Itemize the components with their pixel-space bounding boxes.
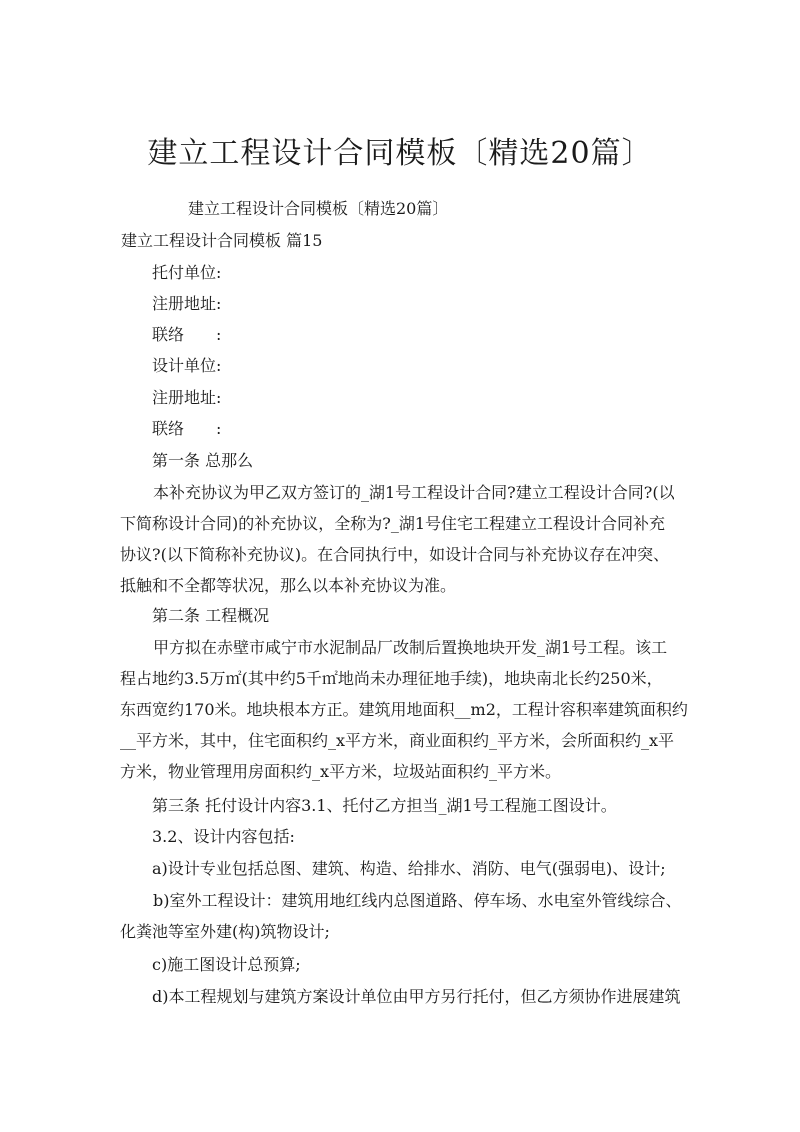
document-title: 建立工程设计合同模板〔精选20篇〕 <box>147 136 653 171</box>
field-client-contact: 联络 : <box>152 325 222 344</box>
article-2-line: 甲方拟在赤壁市咸宁市水泥制品厂改制后置换地块开发_湖1号工程。该工 <box>153 638 668 657</box>
article-3-title: 第三条 托付设计内容3.1、托付乙方担当_湖1号工程施工图设计。 <box>152 796 617 815</box>
field-client-unit: 托付单位: <box>152 263 222 282</box>
article-2-body <box>120 632 688 787</box>
article-1-line: 协议?(以下简称补充协议)。在合同执行中，如设计合同与补充协议存在冲突、 <box>120 545 670 564</box>
item-a: a)设计专业包括总图、建筑、构造、给排水、消防、电气(强弱电)、设计; <box>152 859 666 878</box>
item-d: d)本工程规划与建筑方案设计单位由甲方另行托付，但乙方须协作进展建筑 <box>152 987 681 1006</box>
article-2-line: 程占地约3.5万㎡(其中约5千㎡地尚未办理征地手续)，地块南北长约250米， <box>120 669 663 688</box>
article-1-line: 下简称设计合同)的补充协议，全称为?_湖1号住宅工程建立工程设计合同补充 <box>120 514 666 533</box>
document-subtitle: 建立工程设计合同模板〔精选20篇〕 <box>188 199 449 218</box>
field-design-address: 注册地址: <box>152 388 222 407</box>
article-1-body <box>120 477 685 601</box>
article-2-line: __平方米，其中，住宅面积约_x平方米，商业面积约_平方米，会所面积约_x平 <box>120 731 675 750</box>
field-design-unit: 设计单位: <box>152 356 222 375</box>
item-3-2: 3.2、设计内容包括: <box>152 827 295 846</box>
article-2-line: 东西宽约170米。地块根本方正。建筑用地面积__m2，工程计容积率建筑面积约 <box>120 700 688 719</box>
item-b <box>120 885 685 947</box>
item-b-line: b)室外工程设计：建筑用地红线内总图道路、停车场、水电室外管线综合、 <box>153 891 682 910</box>
field-design-contact: 联络 : <box>152 419 222 438</box>
article-1-line: 本补充协议为甲乙双方签订的_湖1号工程设计合同?建立工程设计合同?(以 <box>153 483 675 502</box>
article-2-title: 第二条 工程概况 <box>152 606 270 625</box>
section-heading: 建立工程设计合同模板 篇15 <box>121 231 323 250</box>
field-client-address: 注册地址: <box>152 294 222 313</box>
item-b-line: 化粪池等室外建(构)筑物设计; <box>120 922 330 941</box>
item-c: c)施工图设计总预算; <box>152 955 301 974</box>
article-1-title: 第一条 总那么 <box>152 451 254 470</box>
article-2-line: 方米，物业管理用房面积约_x平方米，垃圾站面积约_平方米。 <box>120 762 562 781</box>
article-1-line: 抵触和不全都等状况，那么以本补充协议为准。 <box>120 576 457 595</box>
